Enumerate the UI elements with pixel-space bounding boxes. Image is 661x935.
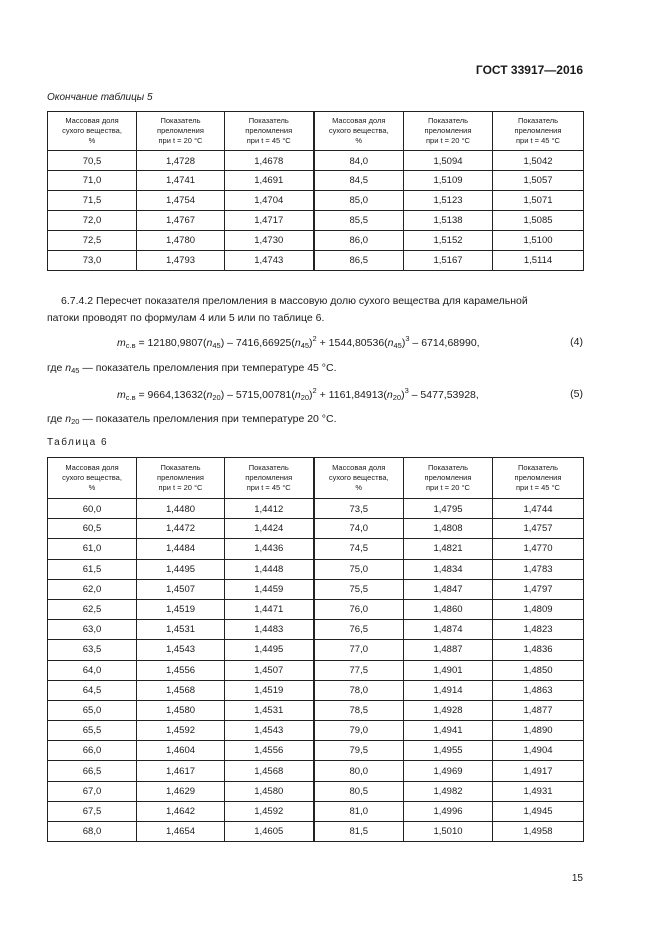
table-cell: 1,5123 — [404, 191, 493, 211]
table-cell: 1,4519 — [137, 599, 225, 619]
table-cell: 66,5 — [48, 761, 137, 781]
table-cell: 1,4741 — [137, 171, 225, 191]
table-cell: 1,4887 — [404, 640, 493, 660]
table-cell: 1,4821 — [404, 539, 493, 559]
table-cell: 1,4531 — [137, 620, 225, 640]
header-index-20: Показатель преломления при t = 20 °C — [137, 112, 225, 151]
table-row — [48, 700, 584, 720]
header-index-45: Показатель преломления при t = 45 °C — [493, 112, 584, 151]
table-row — [48, 539, 584, 559]
table-cell: 1,4654 — [137, 822, 225, 842]
table-cell: 75,0 — [314, 559, 404, 579]
table-cell: 1,5167 — [404, 251, 493, 271]
table-cell: 74,0 — [314, 519, 404, 539]
table-cell: 1,4982 — [404, 781, 493, 801]
table-cell: 74,5 — [314, 539, 404, 559]
table-cell: 1,4969 — [404, 761, 493, 781]
table-cell: 77,0 — [314, 640, 404, 660]
table-row — [48, 640, 584, 660]
table-cell: 86,5 — [314, 251, 404, 271]
table-cell: 62,0 — [48, 579, 137, 599]
table-cell: 61,0 — [48, 539, 137, 559]
table-cell: 1,4809 — [493, 599, 584, 619]
table-cell: 78,0 — [314, 680, 404, 700]
table-cell: 1,4617 — [137, 761, 225, 781]
table-cell: 1,4914 — [404, 680, 493, 700]
table-cell: 1,4917 — [493, 761, 584, 781]
table-cell: 71,0 — [48, 171, 137, 191]
table-cell: 1,4592 — [225, 801, 314, 821]
table-cell: 1,4543 — [137, 640, 225, 660]
table-cell: 86,0 — [314, 231, 404, 251]
table-cell: 81,0 — [314, 801, 404, 821]
table-cell: 1,4472 — [137, 519, 225, 539]
table-cell: 1,4890 — [493, 721, 584, 741]
table-row — [48, 741, 584, 761]
paragraph-line: 6.7.4.2 Пересчет показателя преломления в массовую долю сухого вещества для карамельной — [61, 295, 528, 307]
table-cell: 68,0 — [48, 822, 137, 842]
table-cell: 79,5 — [314, 741, 404, 761]
table-cell: 1,4808 — [404, 519, 493, 539]
table-cell: 1,4823 — [493, 620, 584, 640]
table-cell: 1,4834 — [404, 559, 493, 579]
table-cell: 1,4793 — [137, 251, 225, 271]
table-cell: 1,5138 — [404, 211, 493, 231]
table-cell: 73,0 — [48, 251, 137, 271]
table-cell: 73,5 — [314, 499, 404, 519]
table-row — [48, 191, 584, 211]
table-cell: 76,0 — [314, 599, 404, 619]
table-row — [48, 151, 584, 171]
table-cell: 1,4783 — [493, 559, 584, 579]
table-cell: 65,0 — [48, 700, 137, 720]
header-mass-fraction: Массовая доля сухого вещества, % — [314, 458, 404, 499]
header-mass-fraction: Массовая доля сухого вещества, % — [314, 112, 404, 151]
standard-code: ГОСТ 33917—2016 — [475, 63, 583, 77]
table-cell: 1,4860 — [404, 599, 493, 619]
table-cell: 1,4556 — [137, 660, 225, 680]
table-cell: 1,5071 — [493, 191, 584, 211]
table-cell: 1,4743 — [225, 251, 314, 271]
table-cell: 1,4728 — [137, 151, 225, 171]
table-cell: 1,4592 — [137, 721, 225, 741]
table-cell: 62,5 — [48, 599, 137, 619]
table6-label: Таблица 6 — [47, 437, 109, 448]
table-cell: 1,4767 — [137, 211, 225, 231]
table-cell: 1,4941 — [404, 721, 493, 741]
table-cell: 1,5114 — [493, 251, 584, 271]
table-row — [48, 231, 584, 251]
header-index-20: Показатель преломления при t = 20 °C — [404, 458, 493, 499]
table-cell: 1,4495 — [225, 640, 314, 660]
table-row — [48, 680, 584, 700]
table-cell: 1,4480 — [137, 499, 225, 519]
table-cell: 60,0 — [48, 499, 137, 519]
table-row — [48, 499, 584, 519]
header-index-45: Показатель преломления при t = 45 °C — [225, 112, 314, 151]
page-number: 15 — [571, 873, 583, 884]
table-cell: 1,4424 — [225, 519, 314, 539]
table-cell: 1,4996 — [404, 801, 493, 821]
table-row — [48, 721, 584, 741]
table-row — [48, 519, 584, 539]
formula-5-number: (5) — [570, 388, 583, 400]
table-cell: 80,0 — [314, 761, 404, 781]
table-cell: 1,4507 — [225, 660, 314, 680]
table-row — [48, 660, 584, 680]
table-cell: 1,4605 — [225, 822, 314, 842]
table-cell: 1,4928 — [404, 700, 493, 720]
formula-5-definition: где $n_{20}$ — показатель преломления при температуре 20 °C. — [47, 413, 337, 426]
table-cell: 84,0 — [314, 151, 404, 171]
formula-5: $m_{с.в} = 9664,13632(n_{20}) - 5715,00781(n_{20})^2 + 1161,84913(n_{20})^3 - 5477,53928$, — [117, 386, 479, 402]
table-cell: 63,5 — [48, 640, 137, 660]
table-cell: 1,4958 — [493, 822, 584, 842]
table-cell: 1,4757 — [493, 519, 584, 539]
table-cell: 1,4901 — [404, 660, 493, 680]
formula-4-number: (4) — [570, 336, 583, 348]
header-index-45: Показатель преломления при t = 45 °C — [493, 458, 584, 499]
table-cell: 64,0 — [48, 660, 137, 680]
header-index-20: Показатель преломления при t = 20 °C — [404, 112, 493, 151]
table-cell: 79,0 — [314, 721, 404, 741]
table-cell: 1,4580 — [137, 700, 225, 720]
table-cell: 65,5 — [48, 721, 137, 741]
table-6 — [47, 457, 584, 842]
table-cell: 1,5100 — [493, 231, 584, 251]
table-cell: 1,4780 — [137, 231, 225, 251]
table-cell: 64,5 — [48, 680, 137, 700]
table-cell: 1,4471 — [225, 599, 314, 619]
table5-continuation-caption: Окончание таблицы 5 — [47, 92, 153, 103]
table-cell: 66,0 — [48, 741, 137, 761]
table-cell: 1,4629 — [137, 781, 225, 801]
paragraph-line: патоки проводят по формулам 4 или 5 или по таблице 6. — [47, 312, 325, 324]
table-cell: 1,4850 — [493, 660, 584, 680]
table-cell: 1,4744 — [493, 499, 584, 519]
table-row — [48, 620, 584, 640]
table-cell: 1,4483 — [225, 620, 314, 640]
table-cell: 77,5 — [314, 660, 404, 680]
table-cell: 1,5094 — [404, 151, 493, 171]
formula-4-definition: где $n_{45}$ — показатель преломления при температуре 45 °C. — [47, 362, 337, 375]
table-header-row — [48, 458, 584, 499]
table-cell: 1,4604 — [137, 741, 225, 761]
table-cell: 1,4795 — [404, 499, 493, 519]
table-cell: 1,4568 — [225, 761, 314, 781]
table-cell: 1,4863 — [493, 680, 584, 700]
table-cell: 78,5 — [314, 700, 404, 720]
table-cell: 1,4507 — [137, 579, 225, 599]
table-row — [48, 251, 584, 271]
table-cell: 84,5 — [314, 171, 404, 191]
table-cell: 81,5 — [314, 822, 404, 842]
table-row — [48, 822, 584, 842]
table-cell: 1,4754 — [137, 191, 225, 211]
table-cell: 72,0 — [48, 211, 137, 231]
table-cell: 67,0 — [48, 781, 137, 801]
table-cell: 1,4448 — [225, 559, 314, 579]
header-mass-fraction: Массовая доля сухого вещества, % — [48, 112, 137, 151]
table-row — [48, 599, 584, 619]
header-index-20: Показатель преломления при t = 20 °C — [137, 458, 225, 499]
table-cell: 1,4484 — [137, 539, 225, 559]
table-row — [48, 801, 584, 821]
table-cell: 1,4704 — [225, 191, 314, 211]
table-cell: 1,4412 — [225, 499, 314, 519]
table-cell: 1,4495 — [137, 559, 225, 579]
table-cell: 1,4730 — [225, 231, 314, 251]
table-cell: 1,4877 — [493, 700, 584, 720]
table-cell: 75,5 — [314, 579, 404, 599]
table-5 — [47, 111, 584, 271]
formula-4: $m_{с.в} = 12180,9807(n_{45}) - 7416,66925(n_{45})^2 + 1544,80536(n_{45})^3 - 6714,68990$, — [117, 334, 480, 350]
table-cell: 1,5152 — [404, 231, 493, 251]
table-cell: 85,5 — [314, 211, 404, 231]
table-cell: 70,5 — [48, 151, 137, 171]
table-cell: 1,5085 — [493, 211, 584, 231]
table-cell: 1,4904 — [493, 741, 584, 761]
table-cell: 1,4717 — [225, 211, 314, 231]
table-cell: 1,4642 — [137, 801, 225, 821]
table-cell: 1,4556 — [225, 741, 314, 761]
table-row — [48, 761, 584, 781]
paragraph-6742 — [47, 293, 583, 327]
table-cell: 80,5 — [314, 781, 404, 801]
header-index-45: Показатель преломления при t = 45 °C — [225, 458, 314, 499]
table-cell: 1,4874 — [404, 620, 493, 640]
table-cell: 1,5042 — [493, 151, 584, 171]
table-cell: 1,4580 — [225, 781, 314, 801]
table-cell: 1,4568 — [137, 680, 225, 700]
table-cell: 1,4931 — [493, 781, 584, 801]
table-cell: 1,5109 — [404, 171, 493, 191]
table-cell: 1,4955 — [404, 741, 493, 761]
table-cell: 67,5 — [48, 801, 137, 821]
table-cell: 1,4519 — [225, 680, 314, 700]
table-cell: 63,0 — [48, 620, 137, 640]
table-cell: 1,5057 — [493, 171, 584, 191]
table-cell: 1,4678 — [225, 151, 314, 171]
table-cell: 1,4691 — [225, 171, 314, 191]
table-row — [48, 171, 584, 191]
table-row — [48, 781, 584, 801]
table-cell: 72,5 — [48, 231, 137, 251]
table-header-row — [48, 112, 584, 151]
table-cell: 1,4847 — [404, 579, 493, 599]
table-cell: 1,4797 — [493, 579, 584, 599]
table-cell: 1,4770 — [493, 539, 584, 559]
table-cell: 60,5 — [48, 519, 137, 539]
header-mass-fraction: Массовая доля сухого вещества, % — [48, 458, 137, 499]
table-cell: 76,5 — [314, 620, 404, 640]
table-row — [48, 559, 584, 579]
table-cell: 61,5 — [48, 559, 137, 579]
table-cell: 1,4836 — [493, 640, 584, 660]
table-cell: 1,4543 — [225, 721, 314, 741]
table-cell: 1,4531 — [225, 700, 314, 720]
table-cell: 1,4436 — [225, 539, 314, 559]
table-row — [48, 211, 584, 231]
table-row — [48, 579, 584, 599]
table-cell: 85,0 — [314, 191, 404, 211]
table-cell: 1,4945 — [493, 801, 584, 821]
table-cell: 1,5010 — [404, 822, 493, 842]
table-cell: 71,5 — [48, 191, 137, 211]
table-cell: 1,4459 — [225, 579, 314, 599]
